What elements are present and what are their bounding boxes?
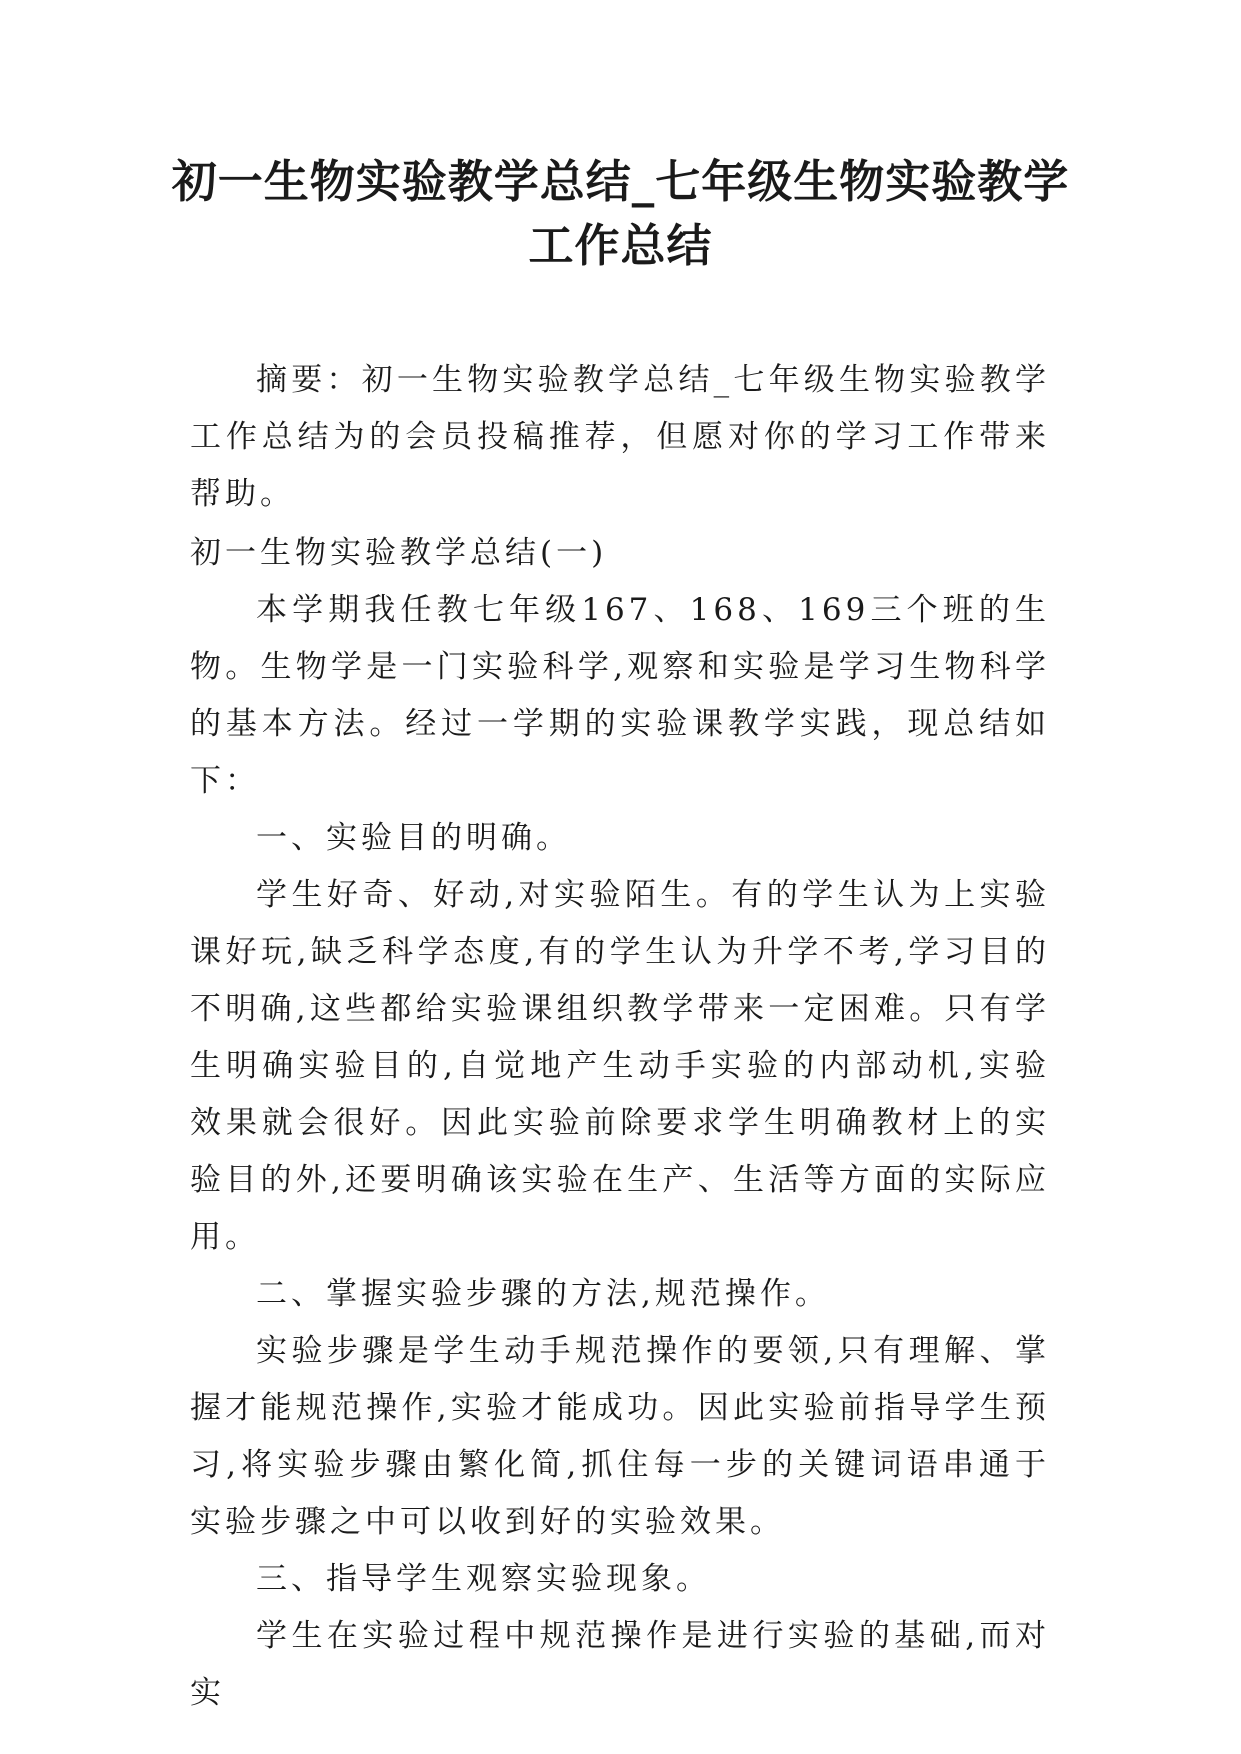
document-title: 初一生物实验教学总结_七年级生物实验教学工作总结: [171, 155, 1070, 272]
section-heading: 一、实验目的明确。: [256, 820, 571, 856]
body-paragraph: 实验步骤是学生动手规范操作的要领,只有理解、掌握才能规范操作,实验才能成功。因此实验前指导学生预习,将实验步骤由繁化简,抓住每一步的关键词语串通于实验步骤之中可以收到好的实验效果。: [190, 1333, 1050, 1540]
section-heading: 三、指导学生观察实验现象。: [256, 1561, 711, 1597]
body-paragraph: 学生在实验过程中规范操作是进行实验的基础,而对实: [190, 1618, 1050, 1711]
body-paragraph: 本学期我任教七年级167、168、169三个班的生物。生物学是一门实验科学,观察和实验是学习生物科学的基本方法。经过一学期的实验课教学实践，现总结如下：: [190, 592, 1050, 799]
body-paragraph: 学生好奇、好动,对实验陌生。有的学生认为上实验课好玩,缺乏科学态度,有的学生认为升学不考,学习目的不明确,这些都给实验课组织教学带来一定困难。只有学生明确实验目的,自觉地产生动手实验的内部动机,实验效果就会很好。因此实验前除要求学生明确教材上的实验目的外,还要明确该实验在生产、生活等方面的实际应用。: [190, 877, 1050, 1255]
section-heading: 二、掌握实验步骤的方法,规范操作。: [256, 1276, 830, 1312]
document-body: [190, 525, 1050, 1722]
abstract-paragraph: 摘要：初一生物实验教学总结_七年级生物实验教学工作总结为的会员投稿推荐，但愿对你的学习工作带来帮助。: [190, 362, 1050, 512]
section-subtitle: 初一生物实验教学总结(一): [190, 535, 608, 571]
